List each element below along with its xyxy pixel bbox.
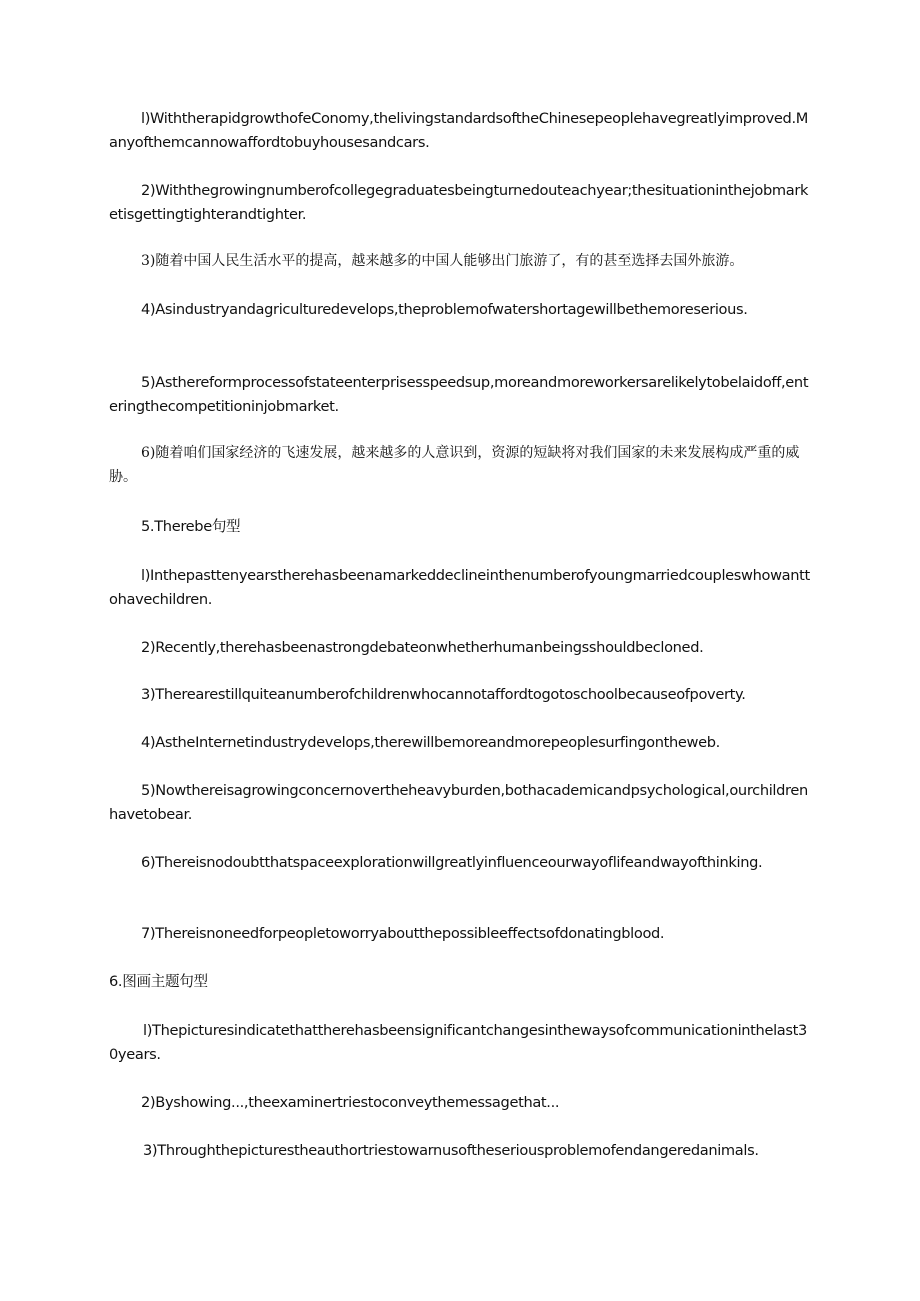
paragraph-15: 2)Byshowing...,theexaminertriestoconveythemessagethat... [141,1094,560,1111]
paragraph-14: l)Thepicturesindicatethattherehasbeensignificantchangesinthewaysofcommunicationinthelast30years. [109,1022,807,1063]
paragraph-10: 4)AstheInternetindustrydevelops,therewillbemoreandmorepeoplesurfingontheweb. [141,734,720,751]
paragraph-16: 3)Throughthepicturestheauthortriestowarnusoftheseriousproblemofendangeredanimals. [143,1142,759,1159]
paragraph-1: l)WiththerapidgrowthofeConomy,thelivingstandardsoftheChinesepeoplehavegreatlyimproved.Manyofthemcannowaffordtobuyhousesandcars. [109,110,808,151]
paragraph-13: 7)Thereisnoneedforpeopletoworryaboutthepossibleeffectsofdonatingblood. [141,925,665,942]
paragraph-5: 5)Asthereformprocessofstateenterprisesspeedsup,moreandmoreworkersarelikelytobelaidoff,enteringthecompetitioninjobmarket. [109,374,809,415]
paragraph-7: l)Inthepasttenyearstherehasbeenamarkeddeclineinthenumberofyoungmarriedcoupleswhowanttohavechildren. [109,567,810,608]
section-heading-therebe: 5.Therebe句型 [141,518,241,535]
paragraph-4: 4)Asindustryandagriculturedevelops,theproblemofwatershortagewillbethemoreserious. [141,301,748,318]
section-heading-picture-topic: 6.图画主题句型 [109,973,208,990]
paragraph-12: 6)Thereisnodoubtthatspaceexplorationwillgreatlyinfluenceourwayoflifeandwayofthinking. [141,854,763,871]
paragraph-9: 3)Therearestillquiteanumberofchildrenwhocannotaffordtogotoschoolbecauseofpoverty. [141,686,746,703]
paragraph-11: 5)Nowthereisagrowingconcernovertheheavyburden,bothacademicandpsychological,ourchildrenhavetobear. [109,782,808,823]
paragraph-6: 6)随着咱们国家经济的飞速发展，越来越多的人意识到，资源的短缺将对我们国家的未来发展构成严重的威胁。 [109,445,800,485]
paragraph-2: 2)Withthegrowingnumberofcollegegraduatesbeingturnedouteachyear;thesituationinthejobmarketisgettingtighterandtighter. [109,182,809,223]
paragraph-3: 3)随着中国人民生活水平的提高，越来越多的中国人能够出门旅游了，有的甚至选择去国外旅游。 [141,253,744,269]
paragraph-8: 2)Recently,therehasbeenastrongdebateonwhetherhumanbeingsshouldbecloned. [141,639,704,656]
